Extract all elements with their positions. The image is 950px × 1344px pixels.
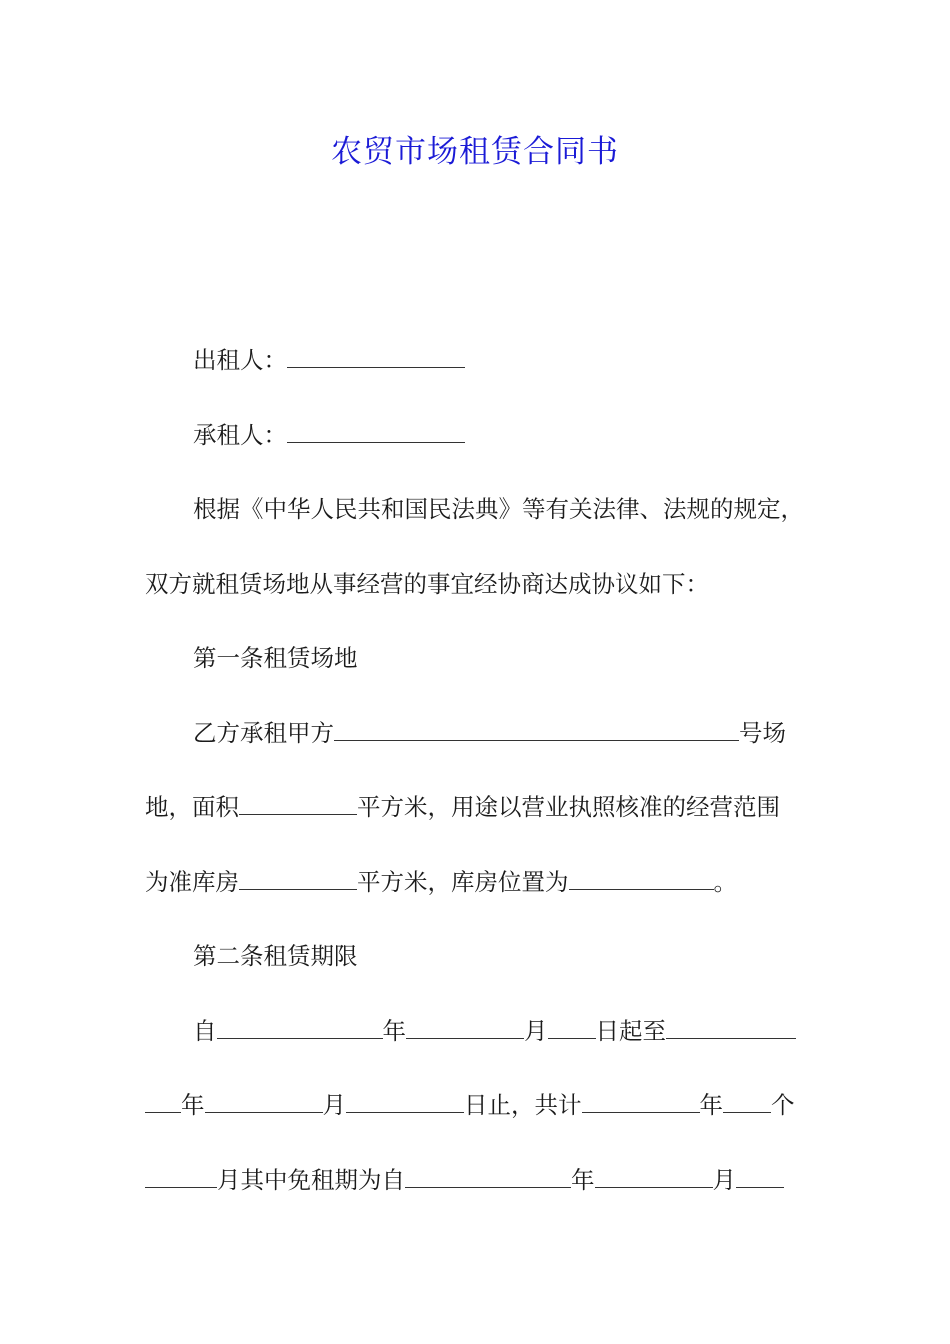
free-rent-start-day-blank[interactable] [736,1165,784,1188]
free-rent-start-month-blank[interactable] [595,1165,713,1188]
text-segment: 月 [712,1166,736,1194]
lessor-label: 出租人： [193,346,287,374]
text-segment: 平方米，用途以营业执照核准的经营范围 [357,793,780,821]
total-years-blank[interactable] [582,1090,700,1113]
text-segment: 个 [771,1091,795,1119]
start-day-blank[interactable] [548,1016,596,1039]
warehouse-location-blank[interactable] [569,867,714,890]
text-segment: 号场 [739,719,786,747]
text-segment: 月其中免租期为自 [217,1166,405,1194]
article2-heading: 第二条租赁期限 [193,942,358,970]
intro-paragraph-line-1: 根据《中华人民共和国民法典》等有关法律、法规的规定， [193,495,804,523]
text-segment: 自 [193,1017,217,1045]
text-segment: 年 [571,1166,595,1194]
lessor-line [193,343,465,377]
text-segment: 为准库房 [145,868,239,896]
article2-line-2 [145,1088,795,1122]
text-segment: 日起至 [595,1017,666,1045]
text-segment: 月 [322,1091,346,1119]
total-months-blank[interactable] [723,1090,771,1113]
text-segment: 。 [713,868,737,896]
text-segment: 日止，共计 [464,1091,582,1119]
text-segment: 地，面积 [145,793,239,821]
text-segment: 平方米，库房位置为 [357,868,569,896]
end-year-cont-blank[interactable] [145,1090,181,1113]
lessor-blank[interactable] [287,345,465,368]
article1-heading: 第一条租赁场地 [193,644,358,672]
end-year-blank[interactable] [666,1016,796,1039]
start-year-blank[interactable] [217,1016,383,1039]
text-segment: 年 [382,1017,406,1045]
warehouse-area-blank[interactable] [239,867,357,890]
lessee-blank[interactable] [287,420,465,443]
document-title: 农贸市场租赁合同书 [331,134,619,170]
intro-paragraph-line-2: 双方就租赁场地从事经营的事宜经协商达成协议如下： [145,570,709,598]
free-rent-start-year-blank[interactable] [405,1165,571,1188]
article2-line-3 [145,1163,784,1197]
end-month-blank[interactable] [205,1090,323,1113]
text-segment: 年 [699,1091,723,1119]
total-months-cont-blank[interactable] [145,1165,217,1188]
article1-line-2 [145,790,780,824]
lessee-label: 承租人： [193,421,287,449]
stall-number-blank[interactable] [334,718,739,741]
article1-line-3 [145,865,737,899]
text-segment: 年 [181,1091,205,1119]
start-month-blank[interactable] [406,1016,524,1039]
text-segment: 乙方承租甲方 [193,719,334,747]
end-day-blank[interactable] [346,1090,464,1113]
lessee-line [193,418,465,452]
article2-line-1 [193,1014,796,1048]
area-blank[interactable] [239,792,357,815]
article1-line-1 [193,716,786,750]
text-segment: 月 [524,1017,548,1045]
